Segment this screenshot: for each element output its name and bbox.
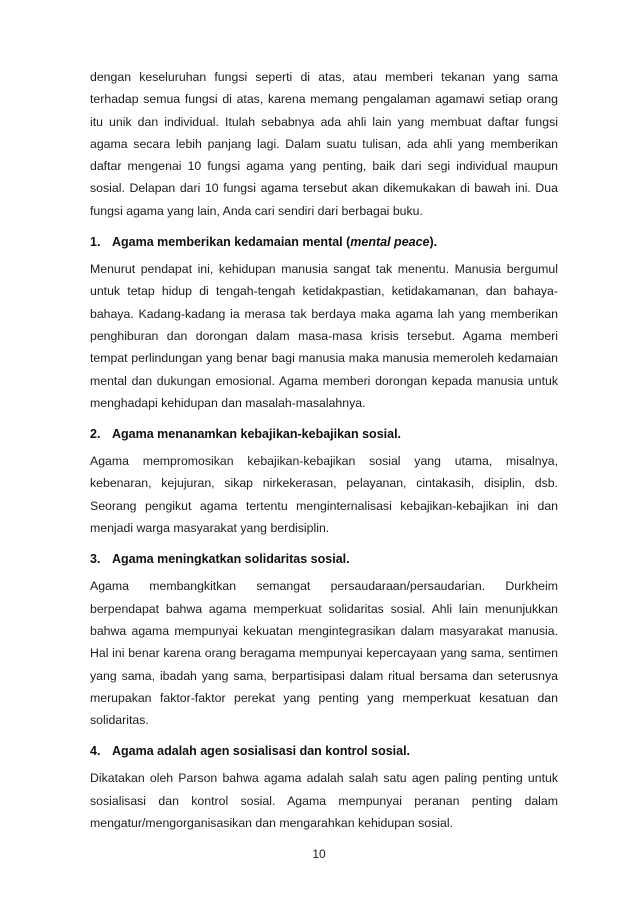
section-body: Dikatakan oleh Parson bahwa agama adalah salah satu agen paling penting untuk sosialisasi dan kontrol sosial. Agama mempunyai peranan penting dalam mengatur/mengorganisasikan dan mengarahkan kehidupan sosial. [90,771,558,831]
section-title-end: ). [429,235,438,250]
section-4 [90,742,558,834]
section-title: Agama meningkatkan solidaritas sosial. [112,552,350,567]
section-number: 2. [90,427,101,442]
section-heading [90,550,558,568]
page-number: 10 [312,847,326,861]
section-title: Agama menanamkan kebajikan-kebajikan sosial. [112,427,402,442]
section-1 [90,233,558,414]
section-heading [90,233,558,251]
section-2 [90,425,558,539]
intro-paragraph: dengan keseluruhan fungsi seperti di atas, atau memberi tekanan yang sama terhadap semua fungsi di atas, karena memang pengalaman agamawi setiap orang itu unik dan individual. Itulah sebabnya ada ahli lain yang membuat daftar fungsi agama secara lebih panjang lagi. Dalam suatu tulisan, ada ahli yang memberikan daftar mengenai 10 fungsi agama yang penting, baik dari segi individual maupun sosial. Delapan dari 10 fungsi agama tersebut akan dikemukakan di bawah ini. Dua fungsi agama yang lain, Anda cari sendiri dari berbagai buku. [90,70,558,218]
section-heading [90,425,558,443]
section-title: Agama adalah agen sosialisasi dan kontrol sosial. [112,744,411,759]
section-heading [90,742,558,760]
section-number: 1. [90,235,101,250]
section-body: Menurut pendapat ini, kehidupan manusia sangat tak menentu. Manusia bergumul untuk tetap hidup di tengah-tengah ketidakpastian, ketidakamanan, dan bahaya- bahaya. Kadang-kadang ia merasa tak berdaya maka agama lah yang memberikan penghiburan dan dorongan dalam masa-masa krisis tersebut. Agama memberi tempat perlindungan yang benar bagi manusia maka manusia memeroleh kedamaian mental dan dukungan emosional. Agama memberi dorongan kepada manusia untuk menghadapi kehidupan dan masalah-masalahnya. [90,262,558,410]
section-number: 3. [90,552,101,567]
section-body: Agama mempromosikan kebajikan-kebajikan sosial yang utama, misalnya, kebenaran, kejujuran, sikap nirkekerasan, pelayanan, cintakasih, disiplin, dsb. Seorang pengikut agama tertentu menginternalisasi kebajikan-kebajikan ini dan menjadi warga masyarakat yang berdisiplin. [90,454,558,536]
section-number: 4. [90,744,101,759]
page-content [90,66,558,834]
section-3 [90,550,558,731]
section-title-emphasis: mental peace [350,235,430,250]
section-body: Agama membangkitkan semangat persaudaraan/persaudarian. Durkheim berpendapat bahwa agama memperkuat solidaritas sosial. Ahli lain menunjukkan bahwa agama mempunyai kekuatan mengintegrasikan dalam masyarakat manusia. Hal ini benar karena orang beragama mempunyai kepercayaan yang sama, sentimen yang sama, ibadah yang sama, berpartisipasi dalam ritual bersama dan seterusnya merupakan faktor-faktor perekat yang penting yang memperkuat kesatuan dan solidaritas. [90,579,558,728]
section-title: Agama memberikan kedamaian mental ( [112,235,351,250]
